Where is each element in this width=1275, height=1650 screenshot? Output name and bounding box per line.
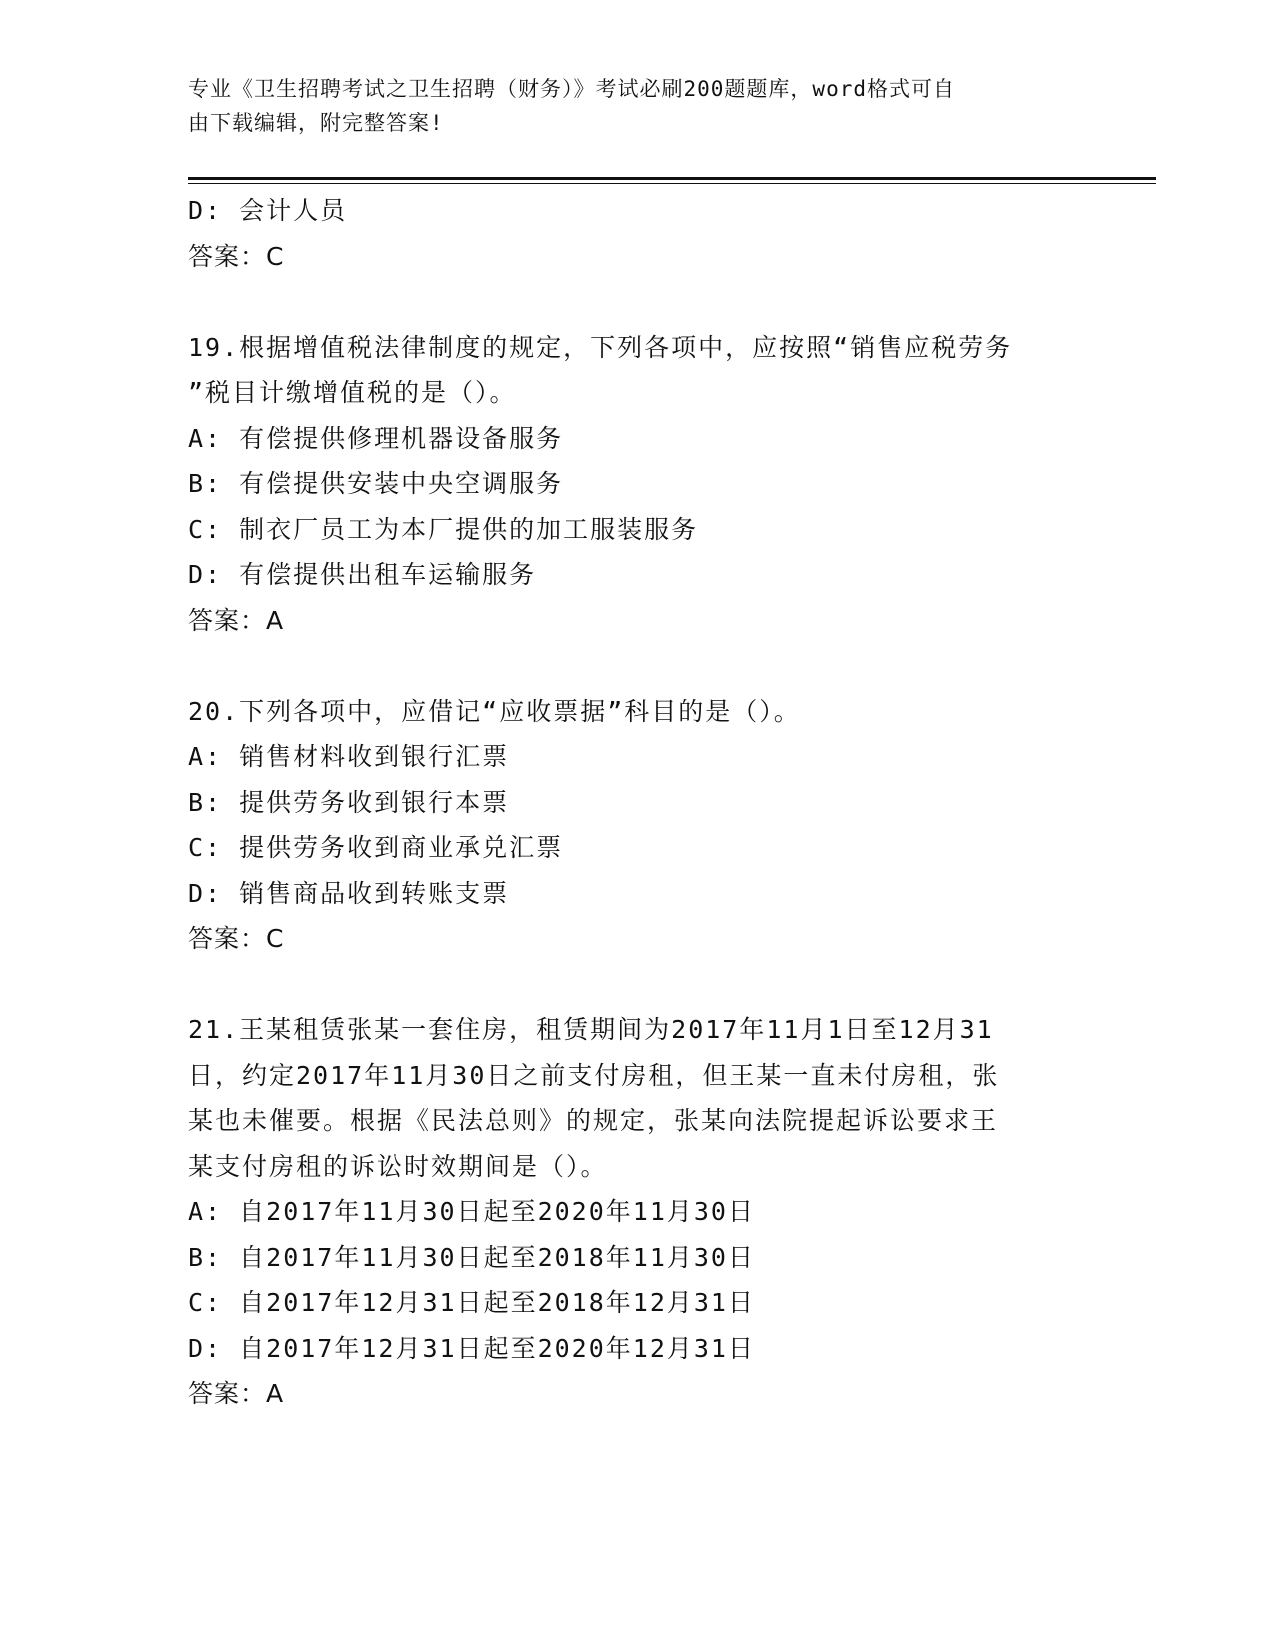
option-b: B: 有偿提供安装中央空调服务 [188, 469, 564, 498]
answer: 答案：C [188, 924, 285, 953]
option-d: D: 自2017年12月31日起至2020年12月31日 [188, 1333, 755, 1363]
option-b: B: 自2017年11月30日起至2018年11月30日 [188, 1242, 755, 1272]
carryover-option-d: D: 会计人员 [188, 196, 348, 225]
spacer [188, 643, 1088, 689]
question-stem-line: ”税目计缴增值税的是（）。 [188, 378, 517, 407]
header-line-1: 专业《卫生招聘考试之卫生招聘（财务）》考试必刷200题题库，word格式可自 [188, 77, 955, 101]
question-21 [188, 1007, 1088, 1417]
option-a: A: 销售材料收到银行汇票 [188, 742, 510, 771]
carryover-answer: 答案：C [188, 241, 285, 271]
answer: 答案：A [188, 605, 285, 635]
question-stem-line: 日，约定2017年11月30日之前支付房租，但王某一直未付房租，张 [188, 1060, 1000, 1090]
header-rule-thick [188, 177, 1156, 180]
question-stem-line: 21.王某租赁张某一套住房，租赁期间为2017年11月1日至12月31 [188, 1015, 994, 1044]
question-stem-line: 20.下列各项中，应借记“应收票据”科目的是（）。 [188, 696, 801, 726]
option-c: C: 自2017年12月31日起至2018年12月31日 [188, 1288, 755, 1317]
question-stem-line: 某也未催要。根据《民法总则》的规定，张某向法院提起诉讼要求王 [188, 1106, 999, 1135]
spacer [188, 962, 1088, 1008]
spacer [188, 279, 1088, 325]
question-stem-line: 某支付房租的诉讼时效期间是（）。 [188, 1151, 608, 1181]
option-c: C: 制衣厂员工为本厂提供的加工服装服务 [188, 514, 699, 544]
option-a: A: 有偿提供修理机器设备服务 [188, 423, 564, 453]
option-d: D: 销售商品收到转账支票 [188, 878, 510, 908]
header-rule-thin [188, 183, 1156, 184]
question-stem-line: 19.根据增值税法律制度的规定，下列各项中，应按照“销售应税劳务 [188, 332, 1013, 362]
question-19 [188, 325, 1088, 644]
option-b: B: 提供劳务收到银行本票 [188, 787, 510, 817]
question-content [188, 188, 1088, 1417]
answer: 答案：A [188, 1379, 285, 1408]
question-20 [188, 689, 1088, 962]
option-a: A: 自2017年11月30日起至2020年11月30日 [188, 1197, 755, 1226]
option-d: D: 有偿提供出租车运输服务 [188, 560, 537, 589]
document-header [188, 72, 1068, 140]
header-line-2: 由下载编辑，附完整答案! [188, 111, 444, 135]
option-c: C: 提供劳务收到商业承兑汇票 [188, 833, 564, 862]
